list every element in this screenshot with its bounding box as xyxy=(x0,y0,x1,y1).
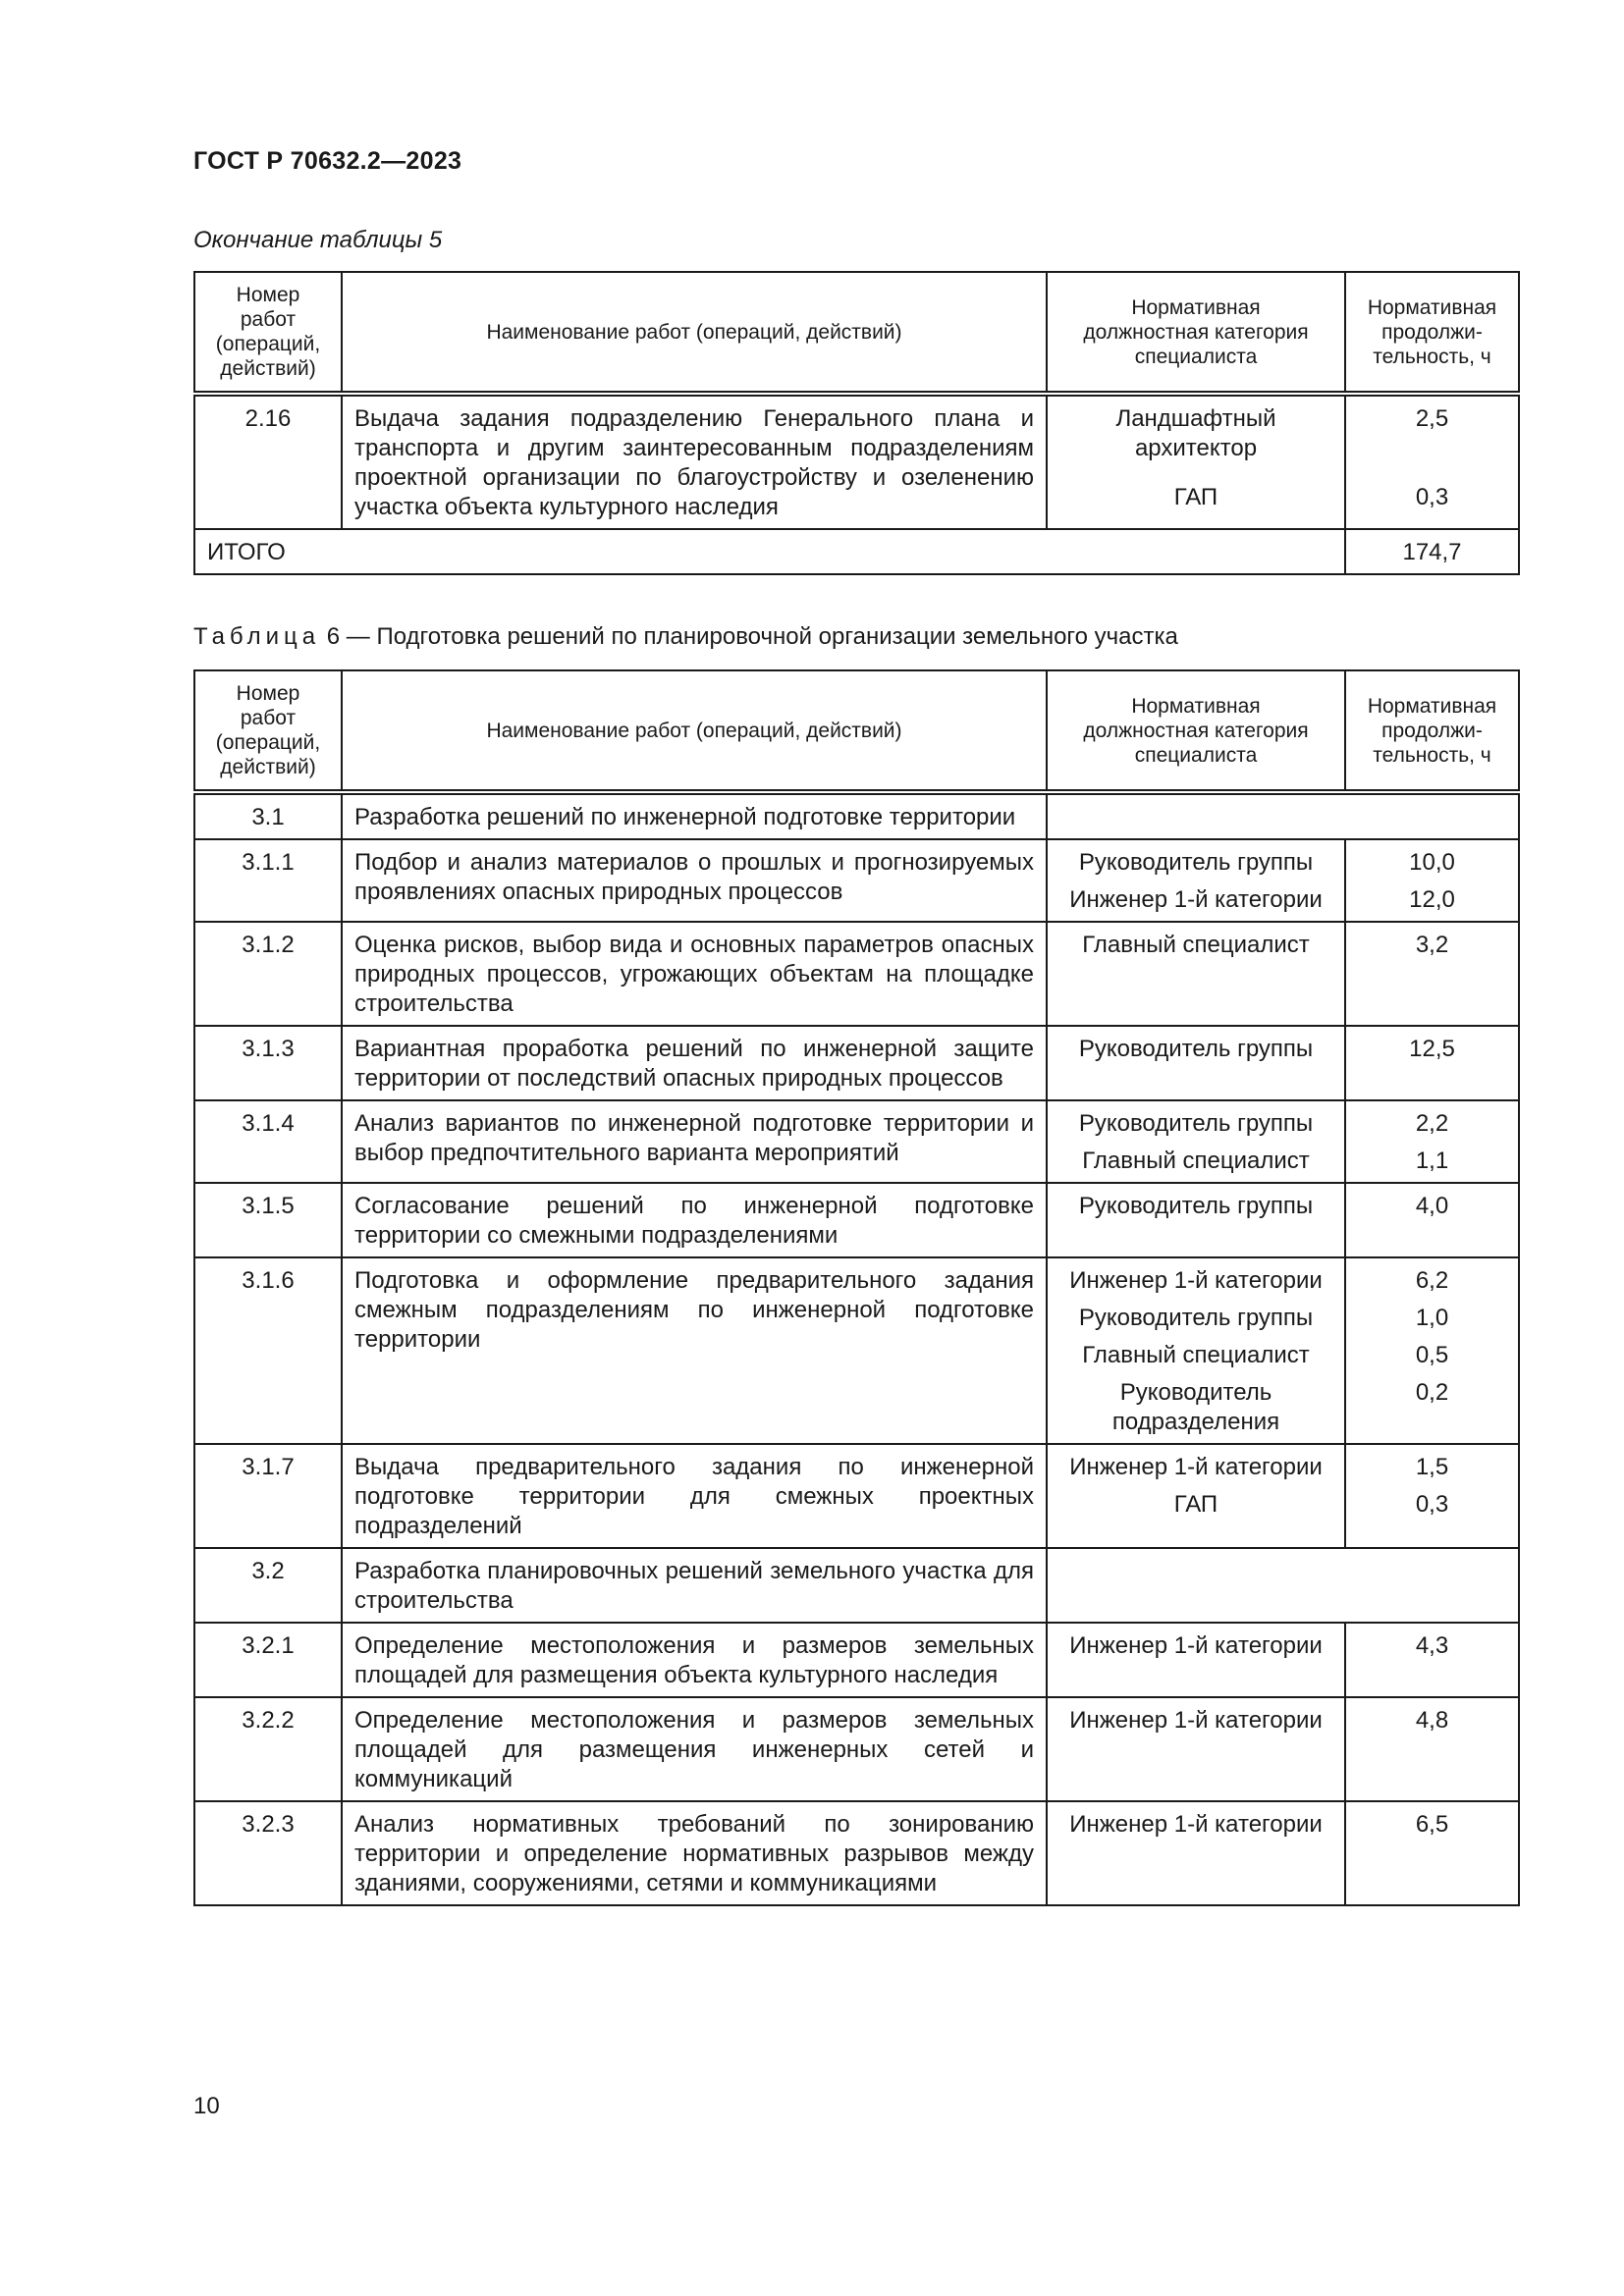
header-text-line: действий) xyxy=(220,756,316,778)
row-work-name: Подбор и анализ материалов о прошлых и прогнозируемых проявлениях опасных природных процессов xyxy=(342,839,1047,922)
row-number: 3.1.7 xyxy=(194,1444,342,1548)
column-header-category xyxy=(1047,670,1345,792)
table-6 xyxy=(193,669,1520,1906)
row-work-name: Определение местоположения и размеров земельных площадей для размещения инженерных сетей и коммуникаций xyxy=(342,1697,1047,1801)
row-empty-cell xyxy=(1047,1548,1519,1623)
duration-entry: 6,5 xyxy=(1415,1811,1449,1838)
category-entry: Инженер 1-й категории xyxy=(1069,1632,1323,1659)
row-number: 3.2 xyxy=(194,1548,342,1623)
section-row xyxy=(194,1548,1519,1623)
column-header-number xyxy=(194,272,342,394)
row-duration xyxy=(1345,1623,1519,1697)
header-text-line: Нормативная xyxy=(1131,694,1261,718)
table-row xyxy=(194,839,1519,922)
table-6-title-text: 6 — Подготовка решений по планировочной организации земельного участка xyxy=(326,623,1178,650)
row-work-name: Разработка решений по инженерной подготовке территории xyxy=(342,792,1047,839)
table-row xyxy=(194,1697,1519,1801)
row-specialist-category xyxy=(1047,1100,1345,1183)
table-6-body xyxy=(194,792,1519,1905)
row-number: 3.1.2 xyxy=(194,922,342,1026)
column-header-duration xyxy=(1345,272,1519,394)
duration-entry: 6,2 xyxy=(1415,1267,1449,1294)
row-number: 3.1 xyxy=(194,792,342,839)
duration-entry: 0,3 xyxy=(1415,484,1449,510)
category-entry: Руководитель подразделения xyxy=(1111,1379,1280,1435)
row-duration xyxy=(1345,1257,1519,1444)
row-duration xyxy=(1345,1100,1519,1183)
category-entry: Инженер 1-й категории xyxy=(1069,886,1323,913)
row-number: 3.1.3 xyxy=(194,1026,342,1100)
header-text-line: Номер xyxy=(236,682,300,705)
row-number: 3.2.1 xyxy=(194,1623,342,1697)
row-specialist-category xyxy=(1047,839,1345,922)
duration-entry: 10,0 xyxy=(1409,849,1455,876)
header-text-line: работ xyxy=(240,707,297,729)
duration-entry: 1,5 xyxy=(1415,1454,1449,1480)
header-text-line: должностная категория xyxy=(1083,320,1309,344)
row-duration xyxy=(1345,1026,1519,1100)
column-header-category xyxy=(1047,272,1345,394)
row-work-name: Анализ вариантов по инженерной подготовке территории и выбор предпочтительного варианта мероприятий xyxy=(342,1100,1047,1183)
header-text-line: (операций, xyxy=(215,731,321,754)
category-entry: ГАП xyxy=(1173,484,1218,510)
total-value: 174,7 xyxy=(1345,529,1519,574)
row-work-name: Выдача предварительного задания по инженерной подготовке территории для смежных проектных подразделений xyxy=(342,1444,1047,1548)
category-entry: Руководитель группы xyxy=(1078,1305,1314,1331)
page-number: 10 xyxy=(193,2093,220,2119)
row-work-name: Анализ нормативных требований по зонированию территории и определение нормативных разрывов между зданиями, сооружениями, сетями и коммуникациями xyxy=(342,1801,1047,1905)
row-work-name: Согласование решений по инженерной подготовке территории со смежными подразделениями xyxy=(342,1183,1047,1257)
category-entry: Руководитель группы xyxy=(1078,1036,1314,1062)
row-number: 2.16 xyxy=(194,394,342,529)
table-5-caption: Окончание таблицы 5 xyxy=(193,227,443,253)
row-specialist-category xyxy=(1047,1801,1345,1905)
header-text-line: специалиста xyxy=(1134,345,1258,368)
row-specialist-category xyxy=(1047,1697,1345,1801)
table-5 xyxy=(193,271,1520,575)
duration-entry: 1,1 xyxy=(1415,1148,1449,1174)
category-entry: Инженер 1-й категории xyxy=(1069,1707,1323,1734)
row-number: 3.1.1 xyxy=(194,839,342,922)
duration-entry: 0,2 xyxy=(1415,1379,1449,1406)
header-text-line: продолжи- xyxy=(1381,719,1483,742)
duration-entry: 12,0 xyxy=(1409,886,1455,913)
duration-entry: 4,0 xyxy=(1415,1193,1449,1219)
header-text-line: продолжи- xyxy=(1381,320,1483,344)
section-row xyxy=(194,792,1519,839)
row-specialist-category xyxy=(1047,1026,1345,1100)
header-text-line: Нормативная xyxy=(1367,694,1497,718)
header-text-line: тельность, ч xyxy=(1373,743,1491,767)
table-row xyxy=(194,1026,1519,1100)
category-entry: Руководитель группы xyxy=(1078,1193,1314,1219)
duration-entry: 0,5 xyxy=(1415,1342,1449,1368)
total-label: ИТОГО xyxy=(194,529,1345,574)
row-work-name: Вариантная проработка решений по инженерной защите территории от последствий опасных природных процессов xyxy=(342,1026,1047,1100)
table-6-title xyxy=(193,623,1178,651)
duration-entry: 1,0 xyxy=(1415,1305,1449,1331)
row-work-name: Разработка планировочных решений земельного участка для строительства xyxy=(342,1548,1047,1623)
row-number: 3.2.2 xyxy=(194,1697,342,1801)
table-row xyxy=(194,1623,1519,1697)
category-entry: Инженер 1-й категории xyxy=(1069,1267,1323,1294)
table-6-header-row xyxy=(194,670,1519,792)
row-duration xyxy=(1345,1183,1519,1257)
table-row xyxy=(194,1801,1519,1905)
row-specialist-category xyxy=(1047,922,1345,1026)
row-number: 3.1.4 xyxy=(194,1100,342,1183)
header-text-line: действий) xyxy=(220,357,316,380)
row-number: 3.2.3 xyxy=(194,1801,342,1905)
header-text-line: работ xyxy=(240,308,297,331)
table-row xyxy=(194,922,1519,1026)
table-row xyxy=(194,1257,1519,1444)
row-specialist-category xyxy=(1047,1444,1345,1548)
category-entry: Главный специалист xyxy=(1082,1148,1310,1174)
duration-entry: 12,5 xyxy=(1409,1036,1455,1062)
document-code: ГОСТ Р 70632.2—2023 xyxy=(193,147,462,175)
table-6-title-prefix: Таблица xyxy=(193,623,321,650)
duration-entry: 2,2 xyxy=(1415,1110,1449,1137)
table-row xyxy=(194,1444,1519,1548)
header-text-line: Номер xyxy=(236,284,300,306)
header-text-line: Наименование работ (операций, действий) xyxy=(486,320,902,344)
row-specialist-category xyxy=(1047,1257,1345,1444)
table-5-header-row xyxy=(194,272,1519,394)
row-work-name: Выдача задания подразделению Генерального плана и транспорта и другим заинтересованным подразделениям проектной организации по благоустройству и озеленению участка объекта культурного наследия xyxy=(342,394,1047,529)
row-empty-cell xyxy=(1047,792,1519,839)
table-row xyxy=(194,1183,1519,1257)
header-text-line: Наименование работ (операций, действий) xyxy=(486,719,902,742)
row-number: 3.1.6 xyxy=(194,1257,342,1444)
category-entry: Главный специалист xyxy=(1082,932,1310,958)
row-duration xyxy=(1345,394,1519,529)
total-row xyxy=(194,529,1519,574)
row-specialist-category xyxy=(1047,1623,1345,1697)
category-entry: Инженер 1-й категории xyxy=(1069,1811,1323,1838)
category-entry: ГАП xyxy=(1173,1491,1218,1518)
row-work-name: Определение местоположения и размеров земельных площадей для размещения объекта культурного наследия xyxy=(342,1623,1047,1697)
row-specialist-category xyxy=(1047,1183,1345,1257)
header-text-line: специалиста xyxy=(1134,743,1258,767)
column-header-name xyxy=(342,670,1047,792)
header-text-line: должностная категория xyxy=(1083,719,1309,742)
duration-entry: 4,8 xyxy=(1415,1707,1449,1734)
category-entry: Руководитель группы xyxy=(1078,1110,1314,1137)
category-entry: Инженер 1-й категории xyxy=(1069,1454,1323,1480)
row-specialist-category xyxy=(1047,394,1345,529)
column-header-name xyxy=(342,272,1047,394)
header-text-line: тельность, ч xyxy=(1373,345,1491,368)
header-text-line: (операций, xyxy=(215,333,321,355)
row-number: 3.1.5 xyxy=(194,1183,342,1257)
duration-entry: 3,2 xyxy=(1415,932,1449,958)
row-duration xyxy=(1345,1444,1519,1548)
row-duration xyxy=(1345,839,1519,922)
column-header-duration xyxy=(1345,670,1519,792)
row-duration xyxy=(1345,1697,1519,1801)
column-header-number xyxy=(194,670,342,792)
category-entry: Главный специалист xyxy=(1082,1342,1310,1368)
row-work-name: Подготовка и оформление предварительного задания смежным подразделениям по инженерной подготовке территории xyxy=(342,1257,1047,1444)
row-duration xyxy=(1345,1801,1519,1905)
table-row xyxy=(194,394,1519,529)
duration-entry: 4,3 xyxy=(1415,1632,1449,1659)
row-duration xyxy=(1345,922,1519,1026)
category-entry: Руководитель группы xyxy=(1078,849,1314,876)
category-entry: Ландшафтный архитектор xyxy=(1115,405,1276,461)
header-text-line: Нормативная xyxy=(1367,295,1497,319)
row-work-name: Оценка рисков, выбор вида и основных параметров опасных природных процессов, угрожающих объектам на площадке строительства xyxy=(342,922,1047,1026)
duration-entry: 0,3 xyxy=(1415,1491,1449,1518)
duration-entry: 2,5 xyxy=(1415,405,1449,432)
header-text-line: Нормативная xyxy=(1131,295,1261,319)
table-row xyxy=(194,1100,1519,1183)
